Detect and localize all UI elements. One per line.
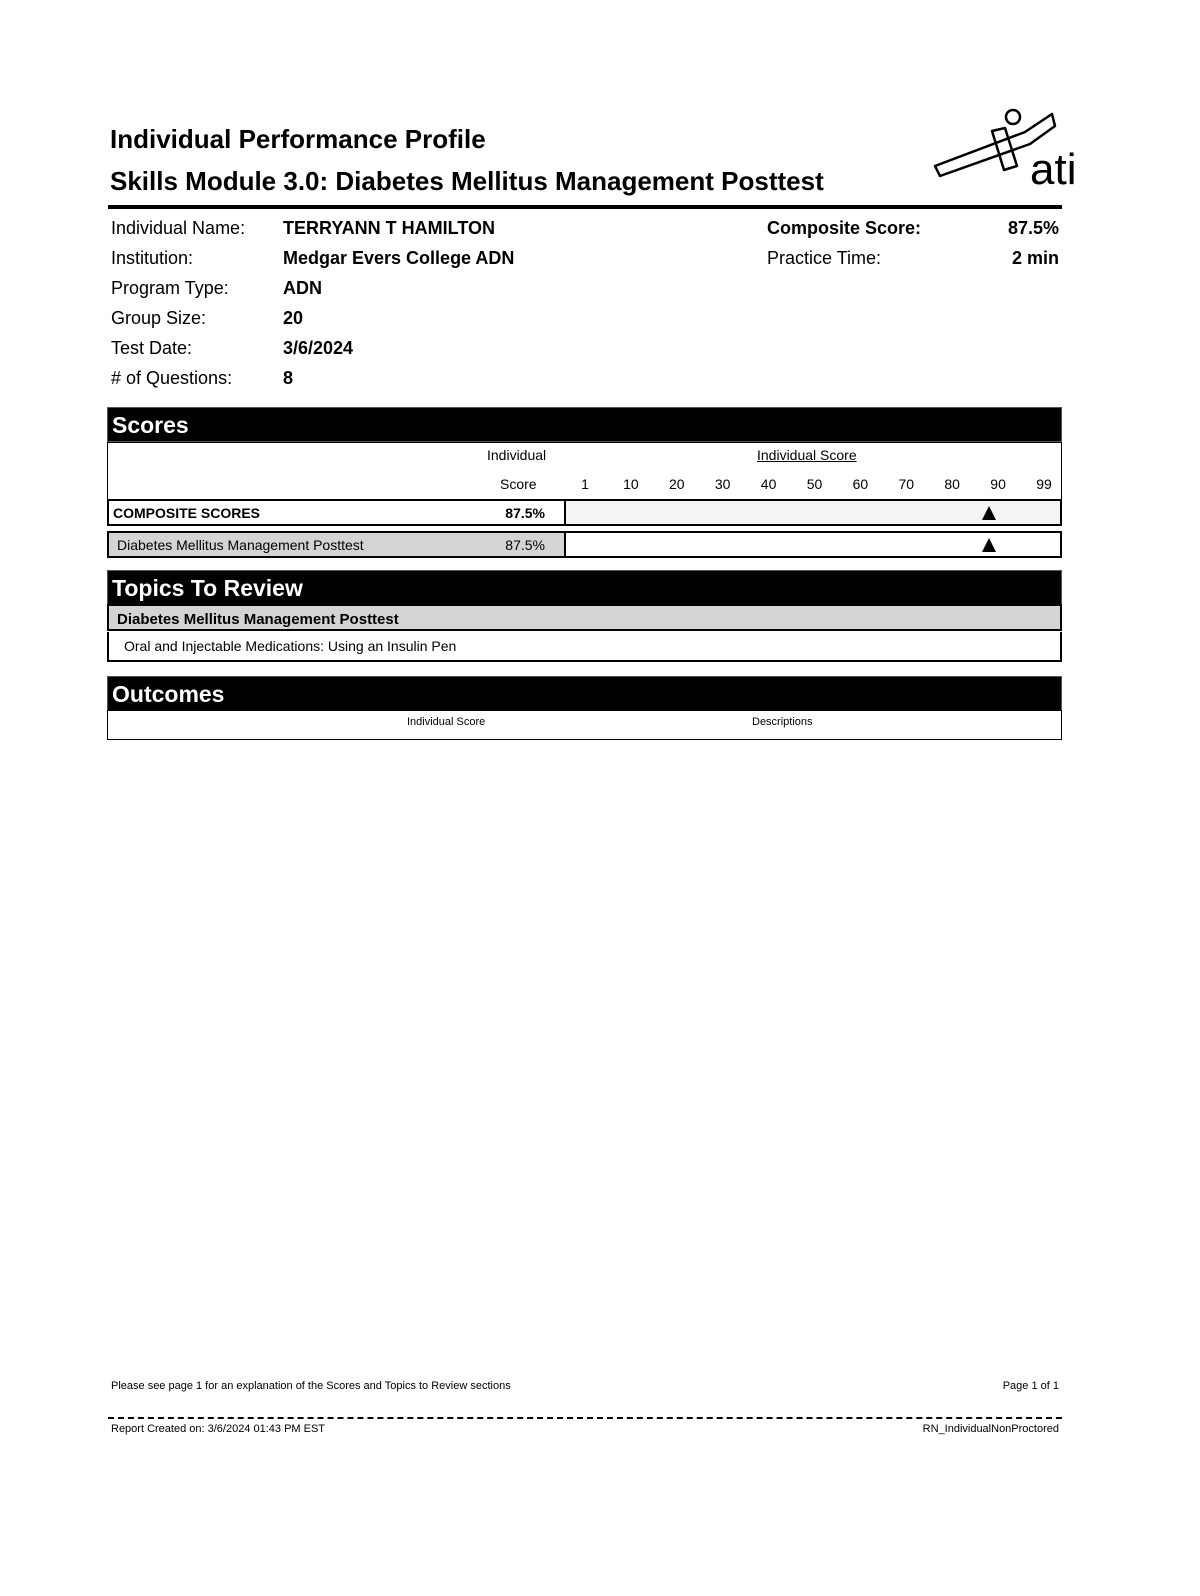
svg-text:ati: ati: [1030, 145, 1077, 194]
info-label: Group Size:: [111, 308, 207, 328]
score-row-value: 87.5%: [505, 537, 545, 553]
scale-tick-label: 40: [760, 476, 777, 492]
info-value: TERRYANN T HAMILTON: [283, 218, 496, 238]
summary-value: 2 min: [1011, 248, 1059, 268]
outcomes-section-header: Outcomes: [107, 676, 1062, 711]
scale-tick-label: 20: [669, 476, 685, 492]
scores-section-header: Scores: [107, 407, 1062, 442]
info-label: Institution:: [111, 248, 194, 268]
score-row-label: Diabetes Mellitus Management Posttest: [117, 537, 364, 553]
info-value: Medgar Evers College ADN: [283, 248, 515, 268]
report-subtitle: Skills Module 3.0: Diabetes Mellitus Management Posttest: [110, 166, 824, 196]
info-value: ADN: [283, 278, 322, 298]
score-row-value: 87.5%: [505, 505, 545, 521]
summary-label: Practice Time:: [767, 248, 882, 268]
scale-tick-label: 70: [898, 476, 915, 492]
footer-note: Please see page 1 for an explanation of the Scores and Topics to Review sections: [111, 1380, 511, 1392]
report-created: Report Created on: 3/6/2024 01:43 PM EST: [111, 1423, 326, 1435]
scale-tick-label: 99: [1036, 476, 1052, 492]
score-row-label: COMPOSITE SCORES: [113, 505, 261, 521]
score-scale-track: [564, 501, 1060, 524]
score-row: [107, 531, 1062, 558]
title-divider: [108, 205, 1062, 209]
topic-group-header: Diabetes Mellitus Management Posttest: [107, 604, 1062, 631]
individual-col-label: Individual: [487, 447, 547, 463]
info-label: Program Type:: [111, 278, 229, 298]
score-row: [107, 499, 1062, 526]
info-value: 20: [283, 308, 304, 328]
outcomes-desc-col: Descriptions: [752, 716, 813, 728]
summary-label: Composite Score:: [767, 218, 922, 238]
ati-logo-icon: [930, 104, 1077, 194]
info-value: 8: [283, 368, 294, 388]
report-id: RN_IndividualNonProctored: [922, 1423, 1059, 1435]
score-marker-icon: [982, 538, 996, 552]
topics-section-header: Topics To Review: [107, 570, 1062, 605]
info-label: Test Date:: [111, 338, 193, 358]
info-label: # of Questions:: [111, 368, 233, 388]
scale-tick-label: 30: [714, 476, 731, 492]
outcomes-table-header: [107, 710, 1062, 740]
summary-value: 87.5%: [1007, 218, 1059, 238]
report-title: Individual Performance Profile: [110, 124, 486, 154]
scale-tick-label: 90: [990, 476, 1006, 492]
footer-divider: [108, 1417, 1062, 1419]
scale-tick-label: 50: [806, 476, 823, 492]
scale-tick-label: 1: [581, 476, 589, 492]
page-number: Page 1 of 1: [1002, 1380, 1059, 1392]
score-col-label: Score: [500, 476, 537, 492]
scale-title: Individual Score: [757, 447, 857, 463]
topic-item: Oral and Injectable Medications: Using an Insulin Pen: [107, 632, 1062, 662]
info-value: 3/6/2024: [283, 338, 354, 358]
score-marker-icon: [982, 506, 996, 520]
scale-tick-label: 10: [623, 476, 639, 492]
scale-tick-label: 60: [852, 476, 869, 492]
score-scale-track: [564, 533, 1060, 556]
info-label: Individual Name:: [111, 218, 246, 238]
scale-tick-label: 80: [944, 476, 960, 492]
outcomes-score-col: Individual Score: [407, 716, 486, 728]
